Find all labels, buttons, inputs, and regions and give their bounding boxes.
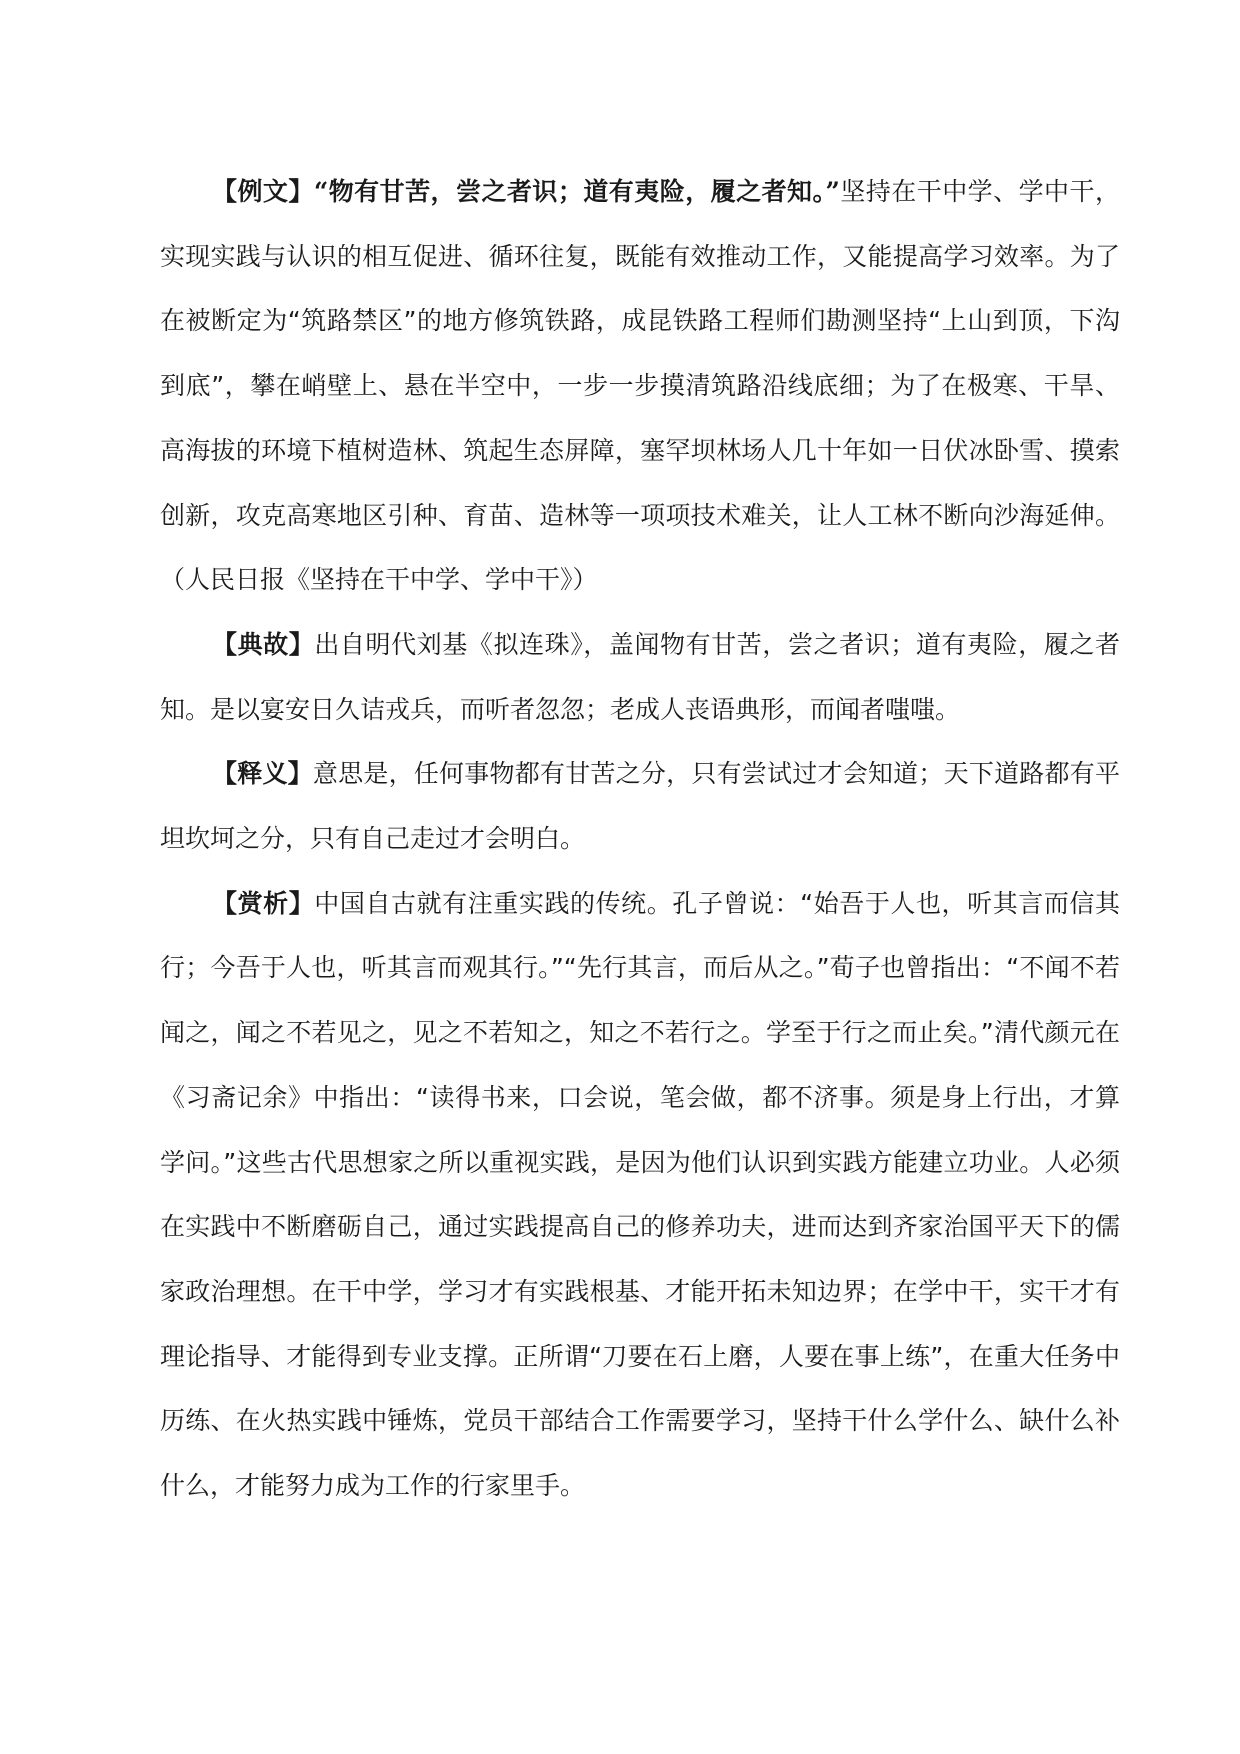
source-paragraph: [160, 613, 1120, 742]
source-tag: 【典故】: [212, 629, 315, 659]
analysis-tag: 【赏析】: [212, 888, 315, 918]
meaning-tag: 【释义】: [212, 759, 313, 789]
source-body: 出自明代刘基《拟连珠》，盖闻物有甘苦，尝之者识；道有夷险，履之者知。是以宴安日久诘戎兵，而听者忽忽；老成人丧语典形，而闻者嗤嗤。: [160, 629, 1120, 724]
example-tag: 【例文】: [212, 177, 314, 206]
analysis-body: 中国自古就有注重实践的传统。孔子曾说：“始吾于人也，听其言而信其行；今吾于人也，听其言而观其行。”“先行其言，而后从之。”荀子也曾指出：“不闻不若闻之，闻之不若见之，见之不若知之，知之不若行之。学至于行之而止矣。”清代颜元在《习斋记余》中指出：“读得书来，口会说，笔会做，都不济事。须是身上行出，才算学问。”这些古代思想家之所以重视实践，是因为他们认识到实践方能建立功业。人必须在实践中不断磨砺自己，通过实践提高自己的修养功夫，进而达到齐家治国平天下的儒家政治理想。在干中学，学习才有实践根基、才能开拓未知边界；在学中干，实干才有理论指导、才能得到专业支撑。正所谓“刀要在石上磨，人要在事上练”，在重大任务中历练、在火热实践中锤炼，党员干部结合工作需要学习，坚持干什么学什么、缺什么补什么，才能努力成为工作的行家里手。: [160, 888, 1120, 1501]
example-quote: “物有甘苦，尝之者识；道有夷险，履之者知。”: [313, 177, 840, 206]
example-body: 坚持在干中学、学中干，实现实践与认识的相互促进、循环往复，既能有效推动工作，又能提高学习效率。为了在被断定为“筑路禁区”的地方修筑铁路，成昆铁路工程师们勘测坚持“上山到顶，下沟到底”，攀在峭壁上、悬在半空中，一步一步摸清筑路沿线底细；为了在极寒、干旱、高海拔的环境下植树造林、筑起生态屏障，塞罕坝林场人几十年如一日伏冰卧雪、摸索创新，攻克高寒地区引种、育苗、造林等一项项技术难关，让人工林不断向沙海延伸。（人民日报《坚持在干中学、学中干》）: [160, 177, 1120, 595]
meaning-body: 意思是，任何事物都有甘苦之分，只有尝试过才会知道；天下道路都有平坦坎坷之分，只有自己走过才会明白。: [160, 759, 1120, 854]
meaning-paragraph: [160, 742, 1120, 871]
analysis-paragraph: [160, 872, 1120, 1519]
document-page: [160, 160, 1120, 1519]
example-paragraph: [160, 160, 1120, 613]
